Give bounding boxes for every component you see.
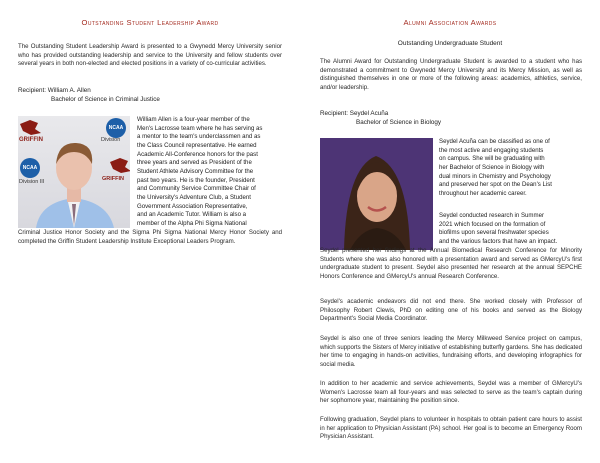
seydel-bio1-line: her Bachelor of Science in Biology with	[439, 163, 545, 171]
william-bio-line: William Allen is a four-year member of the	[137, 116, 250, 123]
seydel-bio2-line: 2021 which focused on the formation of	[439, 220, 546, 228]
seydel-bio1-line: throughout her academic career.	[439, 189, 527, 197]
william-bio-line: and an Academic Tutor. William is also a	[137, 211, 247, 219]
seydel-bio2-line: biofilms upon several freshwater species	[439, 229, 549, 237]
alumni-awards-title: Alumni Association Awards	[403, 18, 497, 27]
william-bio-line: member of the Alpha Phi Sigma National	[137, 219, 247, 227]
william-allen-photo	[18, 116, 130, 228]
seydel-bio-part1	[439, 138, 582, 199]
griffin-text-left: GRIFFIN	[19, 137, 43, 143]
seydel-bio1-line: and preserved her spot on the Dean's List	[439, 181, 552, 189]
seydel-bio1-line: on campus. She will be graduating with	[439, 155, 545, 163]
william-bio-line: the Class Council representative. He earned	[137, 141, 257, 149]
seydel-bio2-line: and the various factors that have an impact.	[439, 237, 558, 245]
alumni-award-intro: The Alumni Award for Outstanding Undergraduate Student is awarded to a student who has demonstrated a commitment to Gwynedd Mercy University and its Mercy Mission, as well as distinguished themselves in one or more of the following areas: academics, athletics, service, and/or leadership.	[320, 58, 582, 91]
ncaa-logo: NCAA	[106, 118, 126, 138]
seydel-lacrosse-paragraph: In addition to her academic and service achievements, Seydel was a member of GMercyU's Women's Lacrosse team all four-years and was selected to serve as the team's captain during her sophomore year, maintaining the position since.	[320, 380, 582, 405]
leadership-award-title: Outstanding Student Leadership Award	[81, 18, 219, 27]
recipient-degree: Bachelor of Science in Criminal Justice	[51, 96, 160, 103]
seydel-bio1-line: dual minors in Chemistry and Psychology	[439, 172, 551, 180]
right-page	[300, 0, 600, 463]
seydel-bio1-line: Seydel Acuña can be classified as one of	[439, 138, 550, 145]
seydel-acuna-photo	[320, 138, 433, 250]
recipient-name-seydel: Recipient: Seydel Acuña	[320, 110, 389, 117]
seydel-bio1-line: the most active and engaging students	[439, 146, 544, 154]
recipient-degree-seydel: Bachelor of Science in Biology	[356, 119, 442, 126]
ncaa-logo-2: NCAA	[20, 158, 40, 178]
seydel-academic-paragraph: Seydel's academic endeavors did not end there. She worked closely with Professor of Philosophy Robert Clewis, PhD on editing one of his books and served as the Biology Department's Social Media Coordinator.	[320, 298, 582, 323]
william-bio-line: and Community Service Committee Chair of	[137, 185, 256, 193]
william-bio-line: Government Association Representative,	[137, 202, 248, 210]
william-bio-continued: Criminal Justice Honor Society and the Sigma Phi Sigma National Mercy Honor Society and completed the Griffin Student Leadership Institute Exceptional Leaders Program.	[18, 229, 282, 245]
william-bio-line: Student Athlete Advisory Committee for the	[137, 167, 254, 175]
griffin-text-right: GRIFFIN	[102, 176, 124, 182]
william-bio-line: Academic All-Conference honors for the past	[137, 150, 258, 158]
division-text-right: Division	[101, 137, 121, 143]
william-bio-line: the University's Adventure Club, a Student	[137, 193, 251, 201]
william-bio-line: three years and served as President of the	[137, 159, 252, 167]
seydel-bio2-line: Seydel conducted research in Summer	[439, 212, 545, 219]
william-bio-wrapped	[137, 116, 283, 229]
seydel-bio-part2	[439, 212, 582, 247]
leadership-award-intro: The Outstanding Student Leadership Award is presented to a Gwynedd Mercy University senior who has provided outstanding leadership and service to the University and fellow students over several years in both non-elected and elected positions in a variety of co-curricular activities.	[18, 43, 282, 68]
seydel-graduation-paragraph: Following graduation, Seydel plans to volunteer in hospitals to obtain patient care hours to assist in her application to Physician Assistant (PA) school. Her goal is to become an Emergency Room Physician Assistant.	[320, 416, 582, 441]
william-bio-line: past two years. He is the founder, President	[137, 176, 255, 184]
recipient-name: Recipient: William A. Allen	[18, 87, 91, 94]
division-iii-text: Division III	[19, 179, 45, 185]
seydel-research-paragraph: Seydel presented her findings at the Annual Biomedical Research Conference for Minority Students where she was also honored with a presentation award and served as GMercyU's first undergraduate student to present. Seydel also presented her research at the annual SEPCHE Honors Conference and GMercyU's annual Research Conference.	[320, 247, 582, 280]
william-bio-line: a mentor to the team's underclassmen and as	[137, 133, 261, 141]
portrait-graphic	[320, 138, 433, 250]
seydel-milkweed-paragraph: Seydel is also one of three seniors leading the Mercy Milkweed Service project on campus, which supports the Sisters of Mercy initiative of establishing butterfly gardens. She has dedicated her time to engaging in hands-on activities, fundraising efforts, and developing infographics for social media.	[320, 335, 582, 368]
william-bio-line: Men's Lacrosse team where he has serving as	[137, 124, 263, 132]
award-subtitle: Outstanding Undergraduate Student	[397, 40, 503, 47]
